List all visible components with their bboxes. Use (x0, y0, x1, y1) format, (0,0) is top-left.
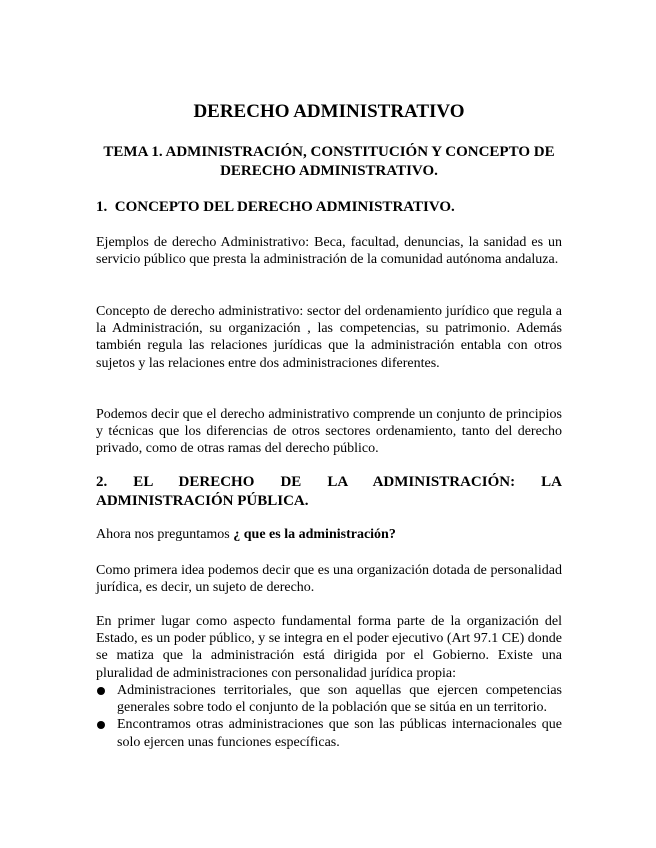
document-title: DERECHO ADMINISTRATIVO (193, 101, 465, 122)
section2-heading-line1: 2. EL DERECHO DE LA ADMINISTRACIÓN: LA (96, 474, 562, 490)
section1-paragraph-principles: Podemos decir que el derecho administrativo comprende un conjunto de principios y técnicas que los diferencias de otros sectores ordenamiento, tanto del derecho privado, como de otras ramas del derecho público. (96, 407, 562, 457)
list-item-text: Encontramos otras administraciones que son las públicas internacionales que solo ejercen unas funciones específicas. (117, 717, 562, 750)
list-item (96, 716, 562, 750)
section2-heading (96, 473, 562, 511)
administrations-list (96, 682, 562, 751)
topic-subtitle-line2: DERECHO ADMINISTRATIVO. (220, 163, 438, 179)
section2-question-bold: ¿ que es la administración? (233, 527, 396, 542)
section1-heading: 1. CONCEPTO DEL DERECHO ADMINISTRATIVO. (96, 199, 455, 215)
list-item (96, 682, 562, 716)
section2-question (96, 526, 562, 543)
section2-heading-line2: ADMINISTRACIÓN PÚBLICA. (96, 493, 309, 509)
section2-paragraph-first-idea: Como primera idea podemos decir que es una organización dotada de personalidad jurídica, es decir, un sujeto de derecho. (96, 563, 562, 596)
section2-question-prefix: Ahora nos preguntamos (96, 527, 234, 542)
bullet-icon (97, 721, 105, 729)
section2-paragraph-state: En primer lugar como aspecto fundamental forma parte de la organización del Estado, es un poder público, y se integra en el poder ejecutivo (Art 97.1 CE) donde se matiza que la administración está dirigida por el Gobierno. Existe una pluralidad de administraciones con personalidad jurídica propia: (96, 614, 562, 681)
list-item-text: Administraciones territoriales, que son aquellas que ejercen competencias generales sobre todo el conjunto de la población que se sitúa en un territorio. (117, 683, 562, 716)
topic-subtitle (96, 143, 562, 181)
section1-paragraph-concept: Concepto de derecho administrativo: sector del ordenamiento jurídico que regula a la Administración, su organización , las competencias, su patrimonio. Además también regula las relaciones jurídicas que la administración entabla con otros sujetos y las relaciones entre dos administraciones diferentes. (96, 304, 562, 371)
bullet-icon (97, 687, 105, 695)
topic-subtitle-line1: TEMA 1. ADMINISTRACIÓN, CONSTITUCIÓN Y CONCEPTO DE (103, 144, 555, 160)
section1-paragraph-examples: Ejemplos de derecho Administrativo: Beca, facultad, denuncias, la sanidad es un servicio público que presta la administración de la comunidad autónoma andaluza. (96, 235, 562, 268)
